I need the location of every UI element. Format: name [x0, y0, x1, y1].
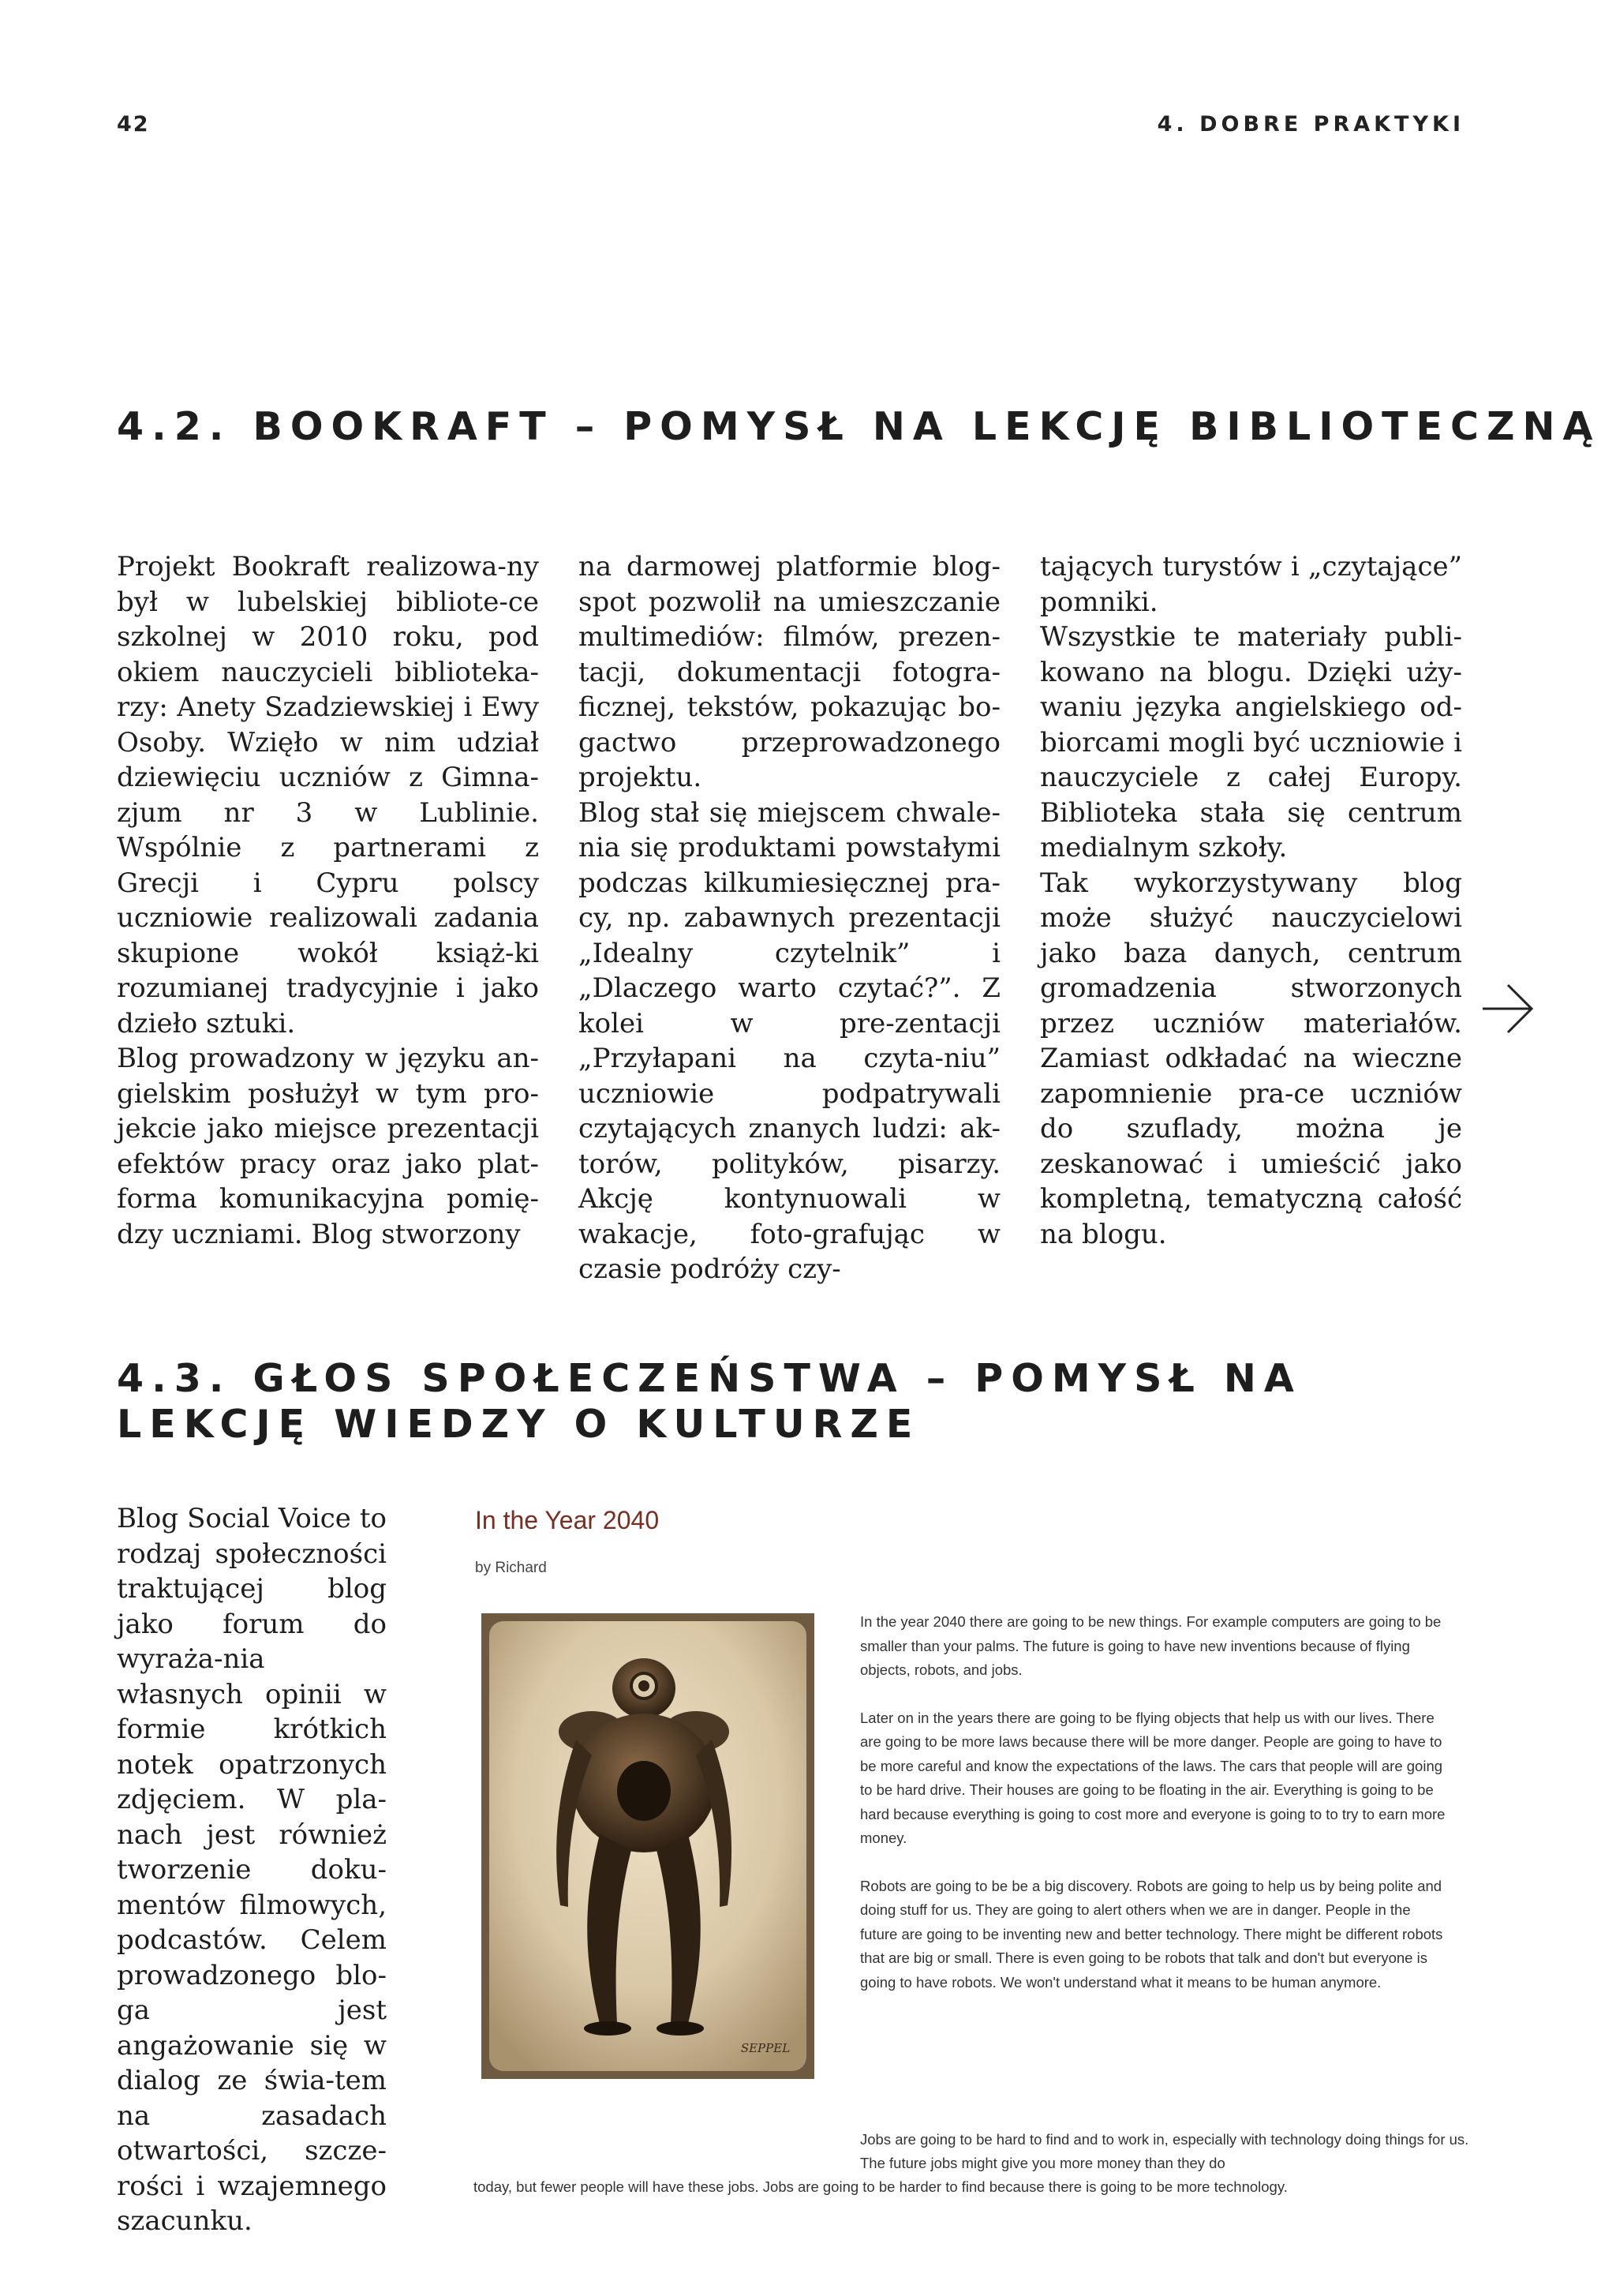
robot-illustration: [481, 1613, 814, 2079]
text-column-2: [578, 549, 1001, 1287]
paragraph: Blog stał się miejscem chwale-nia się produktami powstałymi podczas kilkumiesięcznej pra-cy, np. zabawnych prezentacji „Idealny czytelnik” i „Dlaczego warto czytać?”. Z kolei w pre-zentacji „Przyłapani na czyta-niu” uczniowie podpatrywali czytających znanych ludzi: ak-torów, polityków, pisarzy. Akcję kontynuowali w wakacje, foto-grafując w czasie podróży czy-: [578, 796, 1001, 1285]
blog-paragraph: Robots are going to be be a big discovery. Robots are going to help us by being polite and doing stuff for us. They are going to alert others when we are in danger. People in the future are going to be inventing new and better technology. There might be different robots that are big or small. There is even going to be robots that talk and don't but everyone is going to have robots. We won't understand what it means to be human anymore.: [860, 1877, 1443, 1991]
blog-screenshot: [466, 1498, 1483, 2195]
social-voice-text: [117, 1501, 387, 2239]
paragraph: Wszystkie te materiały publi-kowano na blogu. Dzięki uży-waniu języka angielskiego od-biorcami mogli być uczniowie i nauczyciele z całej Europy. Biblioteka stała się centrum medialnym szkoły.: [1040, 621, 1462, 863]
blog-post-body: [860, 1610, 1446, 2018]
text-column-3: [1040, 549, 1462, 1252]
blog-post-author: by Richard: [475, 1560, 547, 1576]
page-number: 42: [117, 112, 150, 137]
blog-paragraph: In the year 2040 there are going to be new things. For example computers are going to be smaller than your palms. The future is going to have new inventions because of flying objects, robots, and jobs.: [860, 1613, 1442, 1678]
text-column-1: [117, 549, 539, 1252]
section-heading-4-3: 4.3. GŁOS SPOŁECZEŃSTWA – POMYSŁ NA LEKCJĘ WIEDZY O KULTURZE: [117, 1356, 1302, 1447]
blog-paragraph-line: today, but fewer people will have these jobs. Jobs are going to be harder to find because there is going to be more technology.: [473, 2178, 1288, 2195]
paragraph: Blog prowadzony w języku an-gielskim posłużył w tym pro-jekcie jako miejsce prezentacji efektów pracy oraz jako plat-forma komunikacyjna pomię-dzy uczniami. Blog stworzony: [117, 1043, 539, 1250]
paragraph: tających turystów i „czytające” pomniki.: [1040, 551, 1462, 618]
blog-paragraph: Later on in the years there are going to be flying objects that help us with our lives. There are going to be more laws because there will be more danger. People are going to have to be more careful and know the expectations of the laws. The cars that people will are going to be hard drive. Their houses are going to be floating in the air. Everything is going to be hard because everything is going to cost more and everyone is going to to try to earn more money.: [860, 1709, 1446, 1846]
blog-post-title: In the Year 2040: [475, 1506, 660, 1534]
running-head: 4. DOBRE PRAKTYKI: [1157, 112, 1464, 137]
blog-paragraph-line: Jobs are going to be hard to find and to work in, especially with technology doing things for us. The future jobs might give you more money than they do: [860, 2131, 1469, 2171]
section-heading-4-2: 4.2. BOOKRAFT – POMYSŁ NA LEKCJĘ BIBLIOTECZNĄ: [117, 404, 1601, 449]
paragraph: Projekt Bookraft realizowa-ny był w lubelskiej bibliote-ce szkolnej w 2010 roku, pod okiem nauczycieli biblioteka-rzy: Anety Szadziewskiej i Ewy Osoby. Wzięło w nim udział dziewięciu uczniów z Gimna-zjum nr 3 w Lublinie. Wspólnie z partnerami z Grecji i Cypru polscy uczniowie realizowali zadania skupione wokół książ-ki rozumianej tradycyjnie i jako dzieło sztuki.: [117, 551, 539, 1039]
paragraph: Blog Social Voice to rodzaj społeczności traktującej blog jako forum do wyraża-nia własnych opinii w formie krótkich notek opatrzonych zdjęciem. W pla-nach jest również tworzenie doku-mentów filmowych, podcastów. Celem prowadzonego blo-ga jest angażowanie się w dialog ze świa-tem na zasadach otwartości, szcze-rości i wzajemnego szacunku.: [117, 1503, 387, 2237]
svg-text:SEPPEL: SEPPEL: [740, 2041, 791, 2055]
blog-paragraph-last: [473, 2128, 1477, 2199]
arrow-right-icon[interactable]: [1479, 980, 1536, 1037]
paragraph: Tak wykorzystywany blog może służyć nauczycielowi jako baza danych, centrum gromadzenia stworzonych przez uczniów materiałów. Zamiast odkładać na wieczne zapomnienie pra-ce uczniów do szuflady, można je zeskanować i umieścić jako kompletną, tematyczną całość na blogu.: [1040, 867, 1462, 1250]
paragraph: na darmowej platformie blog-spot pozwolił na umieszczanie multimediów: filmów, prezen-tacji, dokumentacji fotogra-ficznej, tekstów, pokazując bo-gactwo przeprowadzonego projektu.: [578, 551, 1001, 793]
